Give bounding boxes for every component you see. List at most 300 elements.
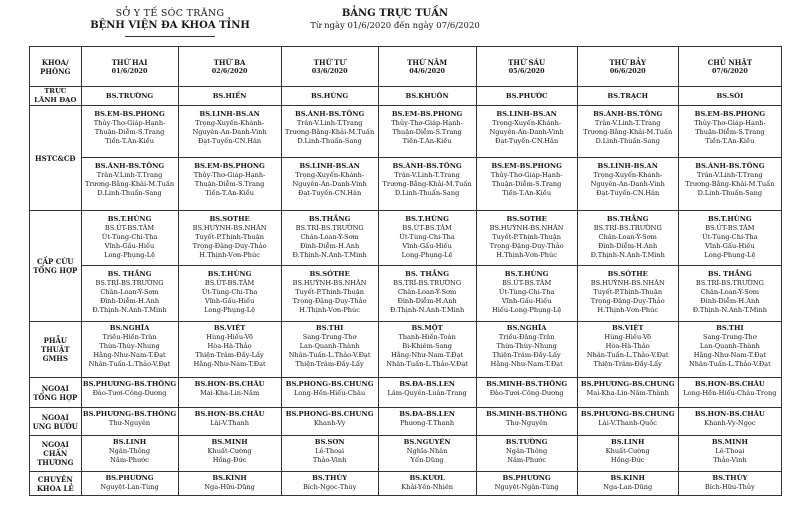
duty-block: [282, 322, 378, 369]
shift-top: [477, 211, 577, 266]
duty-staff: Út-Tùng-Chi-Tha: [101, 233, 158, 241]
duty-cell: [476, 106, 577, 211]
table-header-row: [30, 47, 782, 87]
duty-leader: BS.HƠN-BS.CHÂU: [694, 380, 765, 388]
duty-leader: BS.SOTHE: [506, 215, 547, 223]
day-header: [281, 47, 378, 87]
duty-cell: [577, 87, 678, 106]
duty-staff: Nghĩa-Nhân: [406, 447, 448, 455]
row-label-line: KHOA LẺ: [36, 483, 74, 493]
duty-cell: [281, 106, 378, 211]
duty-staff: Nga-Hữu-Dũng: [204, 483, 255, 491]
duty-leader: BS.HƠN-BS.CHÂU: [694, 410, 765, 418]
duty-staff: Thiện-Trâm-Đầy-Lấy: [295, 360, 364, 368]
duty-block: [179, 160, 281, 198]
duty-staff: Long-Phụng-Lệ: [401, 251, 453, 259]
duty-leader: BS.T.HÙNG: [708, 215, 752, 223]
table-row: [30, 211, 782, 322]
duty-leader: BS.MINH-BS.THÔNG: [486, 380, 568, 388]
duty-block: [82, 108, 178, 146]
duty-block: [679, 160, 781, 198]
duty-block: [179, 472, 281, 492]
duty-staff: Tiền-T.An-Kiều: [502, 189, 552, 197]
duty-block: [82, 322, 178, 369]
duty-leader: BS.T.HÙNG: [107, 215, 152, 223]
duty-staff: Trương-Bằng-Khải-M.Tuấn: [84, 180, 175, 188]
row-label: [30, 378, 82, 408]
duty-cell: [678, 472, 781, 496]
duty-block: [578, 108, 678, 146]
duty-cell: [178, 378, 281, 408]
duty-staff: Khuất-Cường: [605, 447, 650, 455]
duty-leader: BS.THÙY: [712, 474, 748, 482]
duty-staff: Lài-V.Thanh: [210, 419, 250, 427]
duty-block: [379, 160, 476, 198]
duty-block: [379, 213, 476, 260]
row-label-line: UNG BƯỚU: [32, 421, 78, 431]
shift-top: [679, 106, 781, 158]
day-name: CHỦ NHẬT: [707, 57, 753, 67]
duty-cell: [178, 211, 281, 322]
duty-leader: BS.PHƯỚC: [505, 91, 548, 100]
day-header: [577, 47, 678, 87]
shift-top: [578, 106, 678, 158]
duty-leader: BS.PHƯƠNG: [502, 474, 551, 482]
duty-leader: BS.ÁNH-BS.TÔNG: [392, 162, 462, 170]
duty-staff: Vĩnh-Gấu-Hiếu: [501, 297, 552, 305]
duty-staff: Chân-Loan-Ý-Sơm: [397, 288, 457, 296]
duty-block: [578, 436, 678, 465]
table-row: [30, 436, 782, 472]
duty-staff: Phương-T.Thanh: [400, 419, 455, 427]
row-label: [30, 87, 82, 106]
duty-staff: Thảo-Vinh: [713, 456, 747, 464]
duty-staff: Trân-V.Linh-T.Trang: [96, 171, 163, 179]
shift-bottom: [578, 266, 678, 321]
row-label-line: NGOẠI: [41, 412, 69, 422]
duty-staff: Lan-Quanh-Thành: [699, 342, 760, 350]
duty-staff: Hòa-Hà-Thảo: [605, 342, 650, 350]
duty-staff: Thủy-Thơ-Giáp-Hạnh-: [694, 119, 766, 127]
duty-staff: Đình-Diễm-H.Anh: [99, 297, 160, 305]
duty-leader: BS.MINH-BS.THÔNG: [486, 410, 568, 418]
shift-bottom: [679, 158, 781, 210]
duty-block: [679, 436, 781, 465]
duty-block: [282, 213, 378, 260]
duty-staff: Đạt-Tuyến-CN.Hân: [596, 189, 660, 197]
duty-staff: BS.TRÍ-BS.TRƯỜNG: [695, 279, 764, 287]
duty-leader: BS.THẮNG: [308, 215, 351, 223]
duty-staff: Ngân-Thông: [506, 447, 548, 455]
duty-staff: Trương-Bằng-Khải-M.Tuấn: [382, 180, 472, 188]
duty-leader: BS.HÙNG: [311, 91, 349, 100]
duty-leader: BS.PHƯƠNG-BS.CHUNG: [580, 410, 675, 418]
table-row: [30, 472, 782, 496]
duty-staff: Thủy-Thơ-Giáp-Hạnh-: [93, 119, 166, 127]
duty-block: [477, 436, 577, 465]
duty-block: [578, 408, 678, 428]
duty-block: [578, 268, 678, 315]
shift-bottom: [82, 266, 178, 321]
duty-block: [578, 378, 678, 398]
duty-cell: [178, 408, 281, 436]
duty-staff: Hằng-Như-Nam-T.Đạt: [490, 360, 563, 368]
duty-block: [179, 408, 281, 428]
duty-staff: BS.TRÍ-BS.TRƯỜNG: [393, 279, 462, 287]
duty-staff: Long-Phụng-Lệ: [204, 306, 256, 314]
day-date: 02/6/2020: [211, 66, 248, 75]
duty-staff: Trọng-Đặng-Duy-Thảo: [192, 242, 267, 250]
duty-staff: H.Thịnh-Vơn-Phúc: [597, 306, 659, 314]
day-name: THỨ HAI: [111, 57, 148, 67]
header-underline: [125, 36, 215, 37]
duty-staff: Hiếu-Long-Phụng-Lệ: [491, 306, 562, 314]
duty-block: [82, 268, 178, 315]
duty-leader: BS.KHUÔN: [405, 91, 449, 100]
duty-staff: Thiện-Trâm-Đầy-Lấy: [492, 351, 561, 359]
duty-cell: [476, 472, 577, 496]
duty-leader: BS.PHƯƠNG-BS.THÔNG: [82, 380, 177, 388]
duty-staff: Tuyết-P.Thịnh-Thuận: [195, 233, 264, 241]
duty-staff: Lài-V.Thanh-Quốc: [598, 419, 657, 427]
duty-staff: D.Linh-Thuấn-Sang: [297, 137, 362, 145]
duty-staff: Đào-Tươi-Công-Dương: [92, 389, 167, 397]
duty-staff: BS.TRÍ-BS.TRƯỜNG: [95, 279, 164, 287]
duty-block: [679, 268, 781, 315]
duty-block: [477, 472, 577, 492]
duty-staff: D.Linh-Thuấn-Sang: [595, 137, 660, 145]
duty-staff: Chân-Loan-Ý-Sơm: [598, 233, 657, 241]
duty-block: [179, 108, 281, 146]
duty-cell: [476, 378, 577, 408]
row-label-line: TỔNG HỢP: [33, 392, 78, 402]
duty-leader: BS.ÁNH-BS.TÔNG: [695, 162, 765, 170]
duty-cell: [476, 211, 577, 322]
duty-cell: [378, 436, 476, 472]
duty-block: [477, 108, 577, 146]
duty-staff: BS.ÚT-BS.TÂM: [104, 224, 155, 232]
duty-leader: BS. THẮNG: [107, 270, 152, 278]
duty-cell: [678, 106, 781, 211]
duty-block: [679, 408, 781, 428]
duty-cell: [81, 472, 178, 496]
duty-leader: BS.SÓTHE: [607, 270, 648, 278]
row-label-line: CHUYÊN: [37, 474, 73, 484]
duty-block: [82, 436, 178, 465]
duty-cell: [577, 408, 678, 436]
row-label-line: NGOẠI: [41, 383, 69, 393]
duty-staff: BS.TRÍ-BS.TRƯỜNG: [295, 224, 364, 232]
duty-leader: BS.KINH: [610, 474, 645, 482]
duty-staff: Hùng-Hiếu-Võ: [604, 333, 652, 341]
duty-staff: Năm-Phước: [110, 456, 149, 464]
shift-top: [82, 211, 178, 266]
duty-staff: BS.ÚT-BS.TÂM: [705, 224, 755, 232]
duty-staff: Đình-Diễm-H.Anh: [700, 297, 760, 305]
duty-staff: Bi-Khiêm-Sang: [402, 342, 452, 350]
duty-leader: BS.SOTHE: [209, 215, 250, 223]
duty-staff: Tiền-T.An-Kiều: [105, 137, 154, 145]
duty-cell: [678, 408, 781, 436]
duty-staff: Bích-Hữu-Thủy: [704, 483, 755, 491]
duty-leader: BS.LINH-BS.AN: [496, 110, 557, 118]
doc-date-range: Từ ngày 01/6/2020 đến ngày 07/6/2020: [310, 21, 480, 31]
duty-leader: BS.SÓTHE: [309, 270, 350, 278]
day-name: THỨ SÁU: [508, 57, 546, 67]
duty-staff: Trọng-Đặng-Duy-Thảo: [590, 297, 665, 305]
duty-cell: [476, 87, 577, 106]
corner-cell: [30, 47, 82, 87]
duty-staff: Vĩnh-Gấu-Hiếu: [402, 242, 452, 250]
duty-block: [379, 408, 476, 428]
duty-staff: Trân-V.Linh-T.Trang: [594, 119, 661, 127]
dept-name: SỞ Y TẾ SÓC TRĂNG: [115, 8, 225, 19]
duty-cell: [81, 408, 178, 436]
duty-cell: [281, 87, 378, 106]
duty-staff: Đình-Diễm-H.Anh: [598, 242, 658, 250]
duty-staff: Mai-Kha-Lin-Năm: [199, 389, 260, 397]
duty-staff: Trọng-Xuyến-Khánh-: [593, 171, 663, 179]
duty-staff: Hằng-Như-Nam-T.Đạt: [390, 351, 464, 359]
duty-staff: Triều-Hiền-Trân: [102, 333, 157, 341]
duty-staff: Tuyết-P.Thịnh-Thuận: [593, 288, 663, 296]
duty-staff: Trân-V.Linh-T.Trang: [697, 171, 763, 179]
duty-leader: BS.LINH-BS.AN: [199, 110, 260, 118]
duty-leader: BS.TƯỜNG: [505, 438, 548, 446]
duty-leader: BS.NGHĨA: [506, 324, 547, 332]
duty-block: [282, 408, 378, 428]
duty-block: [679, 472, 781, 492]
day-date: 06/6/2020: [609, 66, 646, 75]
duty-cell: [178, 106, 281, 211]
duty-staff: Khuất-Cường: [207, 447, 252, 455]
duty-cell: [378, 378, 476, 408]
duty-staff: Thuận-Diễm-S.Trang: [491, 180, 562, 188]
duty-staff: Thiện-Trâm-Đầy-Lấy: [195, 351, 264, 359]
duty-staff: H.Thịnh-Vơn-Phúc: [199, 251, 260, 259]
duty-staff: Nguyệt-Lan-Tùng: [100, 483, 159, 491]
duty-cell: [281, 211, 378, 322]
table-row: [30, 378, 782, 408]
day-name: THỨ BA: [213, 57, 246, 67]
duty-cell: [577, 436, 678, 472]
duty-leader: BS.THÙY: [312, 474, 348, 482]
table-row: [30, 322, 782, 378]
duty-staff: Thủy-Thơ-Giáp-Hạnh-: [193, 171, 266, 179]
duty-leader: BS.MINH: [711, 438, 748, 446]
duty-staff: Vĩnh-Gấu-Hiếu: [705, 242, 755, 250]
duty-staff: Út-Tùng-Chi-Tha: [399, 233, 455, 241]
duty-staff: Hằng-Như-Nam-T.Đạt: [693, 351, 766, 359]
duty-cell: [281, 472, 378, 496]
duty-staff: Thảo-Vinh: [312, 456, 347, 464]
duty-block: [379, 436, 476, 465]
duty-staff: Nguyệt-Ngân-Tùng: [494, 483, 559, 491]
duty-staff: Vĩnh-Gấu-Hiếu: [104, 242, 155, 250]
day-header: [178, 47, 281, 87]
duty-staff: BS.HUỲNH-BS.NHÂN: [192, 224, 267, 232]
duty-leader: BS.EM-BS.PHONG: [391, 110, 463, 118]
day-name: THỨ BẢY: [609, 57, 647, 67]
duty-staff: Chân-Loan-Ý-Sơm: [100, 288, 159, 296]
duty-staff: Sang-Trung-Thơ: [302, 333, 357, 341]
duty-staff: Nhân-Tuấn-L.Thảo-V.Đạt: [386, 360, 468, 368]
duty-cell: [81, 436, 178, 472]
duty-staff: Út-Tùng-Chi-Tha: [702, 233, 758, 241]
duty-cell: [81, 322, 178, 378]
duty-staff: Long-Hền-Hiếu-Châu-Trọng: [683, 389, 777, 397]
duty-cell: [281, 378, 378, 408]
shift-top: [179, 106, 281, 158]
duty-staff: Thuận-Diễm-S.Trang: [392, 128, 462, 136]
doc-title: BẢNG TRỰC TUẦN: [341, 8, 449, 19]
day-date: 07/6/2020: [711, 66, 748, 75]
duty-staff: Nhân-Tuấn-L.Thảo-V.Đạt: [586, 351, 669, 359]
duty-staff: BS.HUỲNH-BS.NHÂN: [590, 279, 665, 287]
duty-leader: BS.PHƯƠNG-BS.THÔNG: [82, 410, 177, 418]
duty-staff: Tiền-T.An-Kiều: [402, 137, 452, 145]
duty-staff: Đ.Thịnh-N.Anh-T.Minh: [292, 251, 367, 259]
duty-staff: Đạt-Tuyến-CN.Hân: [495, 137, 559, 145]
duty-cell: [81, 106, 178, 211]
day-date: 04/6/2020: [409, 66, 445, 75]
duty-leader: BS.PHƯƠNG: [105, 474, 154, 482]
duty-cell: [678, 87, 781, 106]
duty-staff: Đ.Thịnh-N.Anh-T.Minh: [389, 306, 465, 314]
duty-leader: BS.PHƯƠNG-BS.CHUNG: [580, 380, 675, 388]
duty-leader: BS.THI: [315, 324, 344, 332]
duty-block: [477, 322, 577, 369]
duty-staff: Vĩnh-Gấu-Hiếu: [204, 297, 255, 305]
duty-staff: Trương-Bằng-Khải-M.Tuấn: [685, 180, 775, 188]
corner-line-1: KHOA/: [41, 57, 69, 67]
duty-block: [82, 472, 178, 492]
shift-bottom: [282, 158, 378, 210]
duty-cell: [178, 472, 281, 496]
duty-leader: BS.ÁNH-BS.TÔNG: [593, 110, 663, 118]
duty-staff: Hòa-Hà-Thảo: [207, 342, 252, 350]
duty-block: [282, 268, 378, 315]
duty-cell: [577, 211, 678, 322]
row-label-line: NGOẠI CHẤN: [41, 440, 69, 458]
duty-staff: Đ.Thịnh-N.Anh-T.Minh: [692, 306, 767, 314]
duty-leader: BS.ÁNH-BS.TÔNG: [94, 162, 165, 170]
duty-cell: [81, 211, 178, 322]
duty-staff: Trương-Bằng-Khải-M.Tuấn: [285, 128, 375, 136]
header-left: [60, 8, 280, 31]
table-row: [30, 408, 782, 436]
duty-staff: Lâm-Quyên-Luân-Trang: [387, 389, 467, 397]
duty-staff: Thừa-Thùy-Nhung: [496, 342, 557, 350]
duty-block: [477, 378, 577, 398]
duty-staff: Thừa-Thùy-Nhung: [99, 342, 160, 350]
duty-leader: BS.MINH: [211, 438, 248, 446]
duty-leader: BS.NGHĨA: [109, 324, 150, 332]
row-label-line: TỔNG HỢP: [33, 266, 78, 275]
duty-leader: BS.EM-BS.PHONG: [94, 110, 165, 118]
duty-block: [679, 213, 781, 260]
duty-leader: BS.LINH: [611, 438, 645, 446]
duty-leader: BS.EM-BS.PHONG: [194, 162, 265, 170]
duty-leader: BS.SÓI: [716, 91, 744, 100]
shift-bottom: [679, 266, 781, 321]
duty-leader: BS. THẮNG: [707, 270, 752, 278]
row-label-line: LÃNH ĐẠO: [34, 96, 77, 104]
duty-staff: Tuyết-P.Thịnh-Thuận: [492, 233, 562, 241]
day-date: 03/6/2020: [311, 66, 348, 75]
duty-staff: Nhân-Tuấn-L.Thảo-V.Đạt: [288, 351, 371, 359]
duty-leader: BS.HƠN-BS.CHÂU: [194, 410, 265, 418]
duty-block: [379, 378, 476, 398]
day-name: THỨ TƯ: [313, 57, 346, 67]
duty-staff: Hùng-Hiếu-Võ: [206, 333, 253, 341]
duty-cell: [281, 322, 378, 378]
shift-top: [379, 211, 476, 266]
duty-cell: [678, 378, 781, 408]
duty-staff: Yến-Dũng: [410, 456, 444, 464]
duty-block: [82, 378, 178, 398]
duty-staff: Lan-Quanh-Thành: [299, 342, 360, 350]
duty-block: [379, 322, 476, 369]
shift-bottom: [282, 266, 378, 321]
duty-leader: BS.T.HÙNG: [405, 215, 449, 223]
duty-staff: Đào-Tươi-Công-Dương: [489, 389, 564, 397]
table-row: [30, 87, 782, 106]
duty-table: [29, 46, 782, 496]
shift-top: [477, 106, 577, 158]
duty-staff: Trọng-Xuyến-Khánh-: [295, 171, 365, 179]
duty-cell: [281, 436, 378, 472]
duty-staff: Tuyết-P.Thịnh-Thuận: [295, 288, 365, 296]
duty-leader: BS.KINH: [212, 474, 247, 482]
duty-staff: Thanh-Hiền-Toàn: [398, 333, 456, 341]
duty-staff: Nhân-Tuấn-L.Thảo-V.Đạt: [689, 360, 771, 368]
shift-bottom: [379, 158, 476, 210]
duty-cell: [476, 322, 577, 378]
duty-staff: Lê-Thoại: [715, 447, 745, 455]
duty-leader: BS.T.HÙNG: [504, 270, 549, 278]
duty-staff: BS.ÚT-BS.TÂM: [204, 279, 255, 287]
duty-staff: Trương-Bằng-Khải-M.Tuấn: [583, 128, 673, 136]
duty-leader: BS.THẮNG: [606, 215, 649, 223]
duty-staff: Út-Tùng-Chi-Tha: [201, 288, 258, 296]
header-right: [290, 8, 500, 31]
row-label-line: TRỰC: [44, 87, 67, 95]
duty-staff: Thư-Nguyên: [506, 419, 548, 427]
row-label-line: HSTC&CĐ: [35, 153, 76, 163]
duty-staff: Thuận-Diễm-S.Trang: [94, 128, 165, 136]
duty-cell: [281, 408, 378, 436]
duty-cell: [81, 87, 178, 106]
duty-cell: [678, 436, 781, 472]
duty-staff: Thuận-Diễm-S.Trang: [194, 180, 265, 188]
day-date: 05/6/2020: [508, 66, 545, 75]
duty-block: [578, 160, 678, 198]
row-label-line: GMHS: [42, 354, 68, 363]
duty-staff: Đình-Diễm-H.Anh: [397, 297, 457, 305]
row-label: [30, 436, 82, 472]
duty-leader: BS.EM-BS.PHONG: [491, 162, 562, 170]
duty-staff: Trân-V.Linh-T.Trang: [394, 171, 460, 179]
duty-staff: Tiền-T.An-Kiều: [705, 137, 755, 145]
duty-leader: BS. THẮNG: [405, 270, 450, 278]
day-name: THỨ NĂM: [407, 57, 448, 67]
duty-cell: [577, 106, 678, 211]
duty-leader: BS.T.HÙNG: [207, 270, 252, 278]
duty-cell: [378, 408, 476, 436]
duty-leader: BS.ĐA-BS.LEN: [399, 410, 455, 418]
shift-bottom: [477, 158, 577, 210]
